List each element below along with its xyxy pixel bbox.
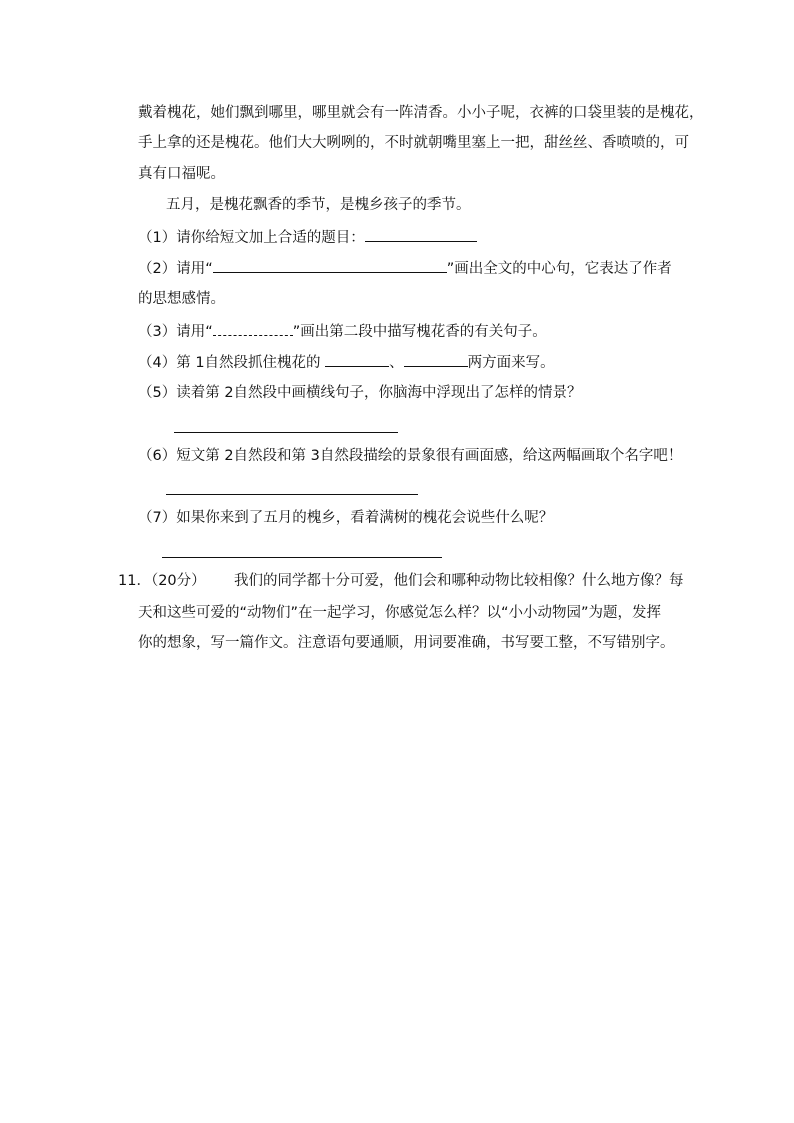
passage-line-2: 手上拿的还是槐花。他们大大咧咧的，不时就朝嘴里塞上一把，甜丝丝、香喷喷的，可 [138, 135, 689, 151]
question-1 [138, 227, 477, 248]
question-1-text: （1）请你给短文加上合适的题目： [138, 230, 365, 246]
question-4-suffix: 两方面来写。 [467, 355, 555, 371]
question-2-prefix: （2）请用“ [138, 261, 213, 277]
question-2 [138, 258, 672, 279]
question-2-continued: 的思想感情。 [138, 291, 225, 307]
central-sentence-mark-sample [213, 258, 447, 273]
question-11-line-1 [118, 571, 684, 591]
title-answer-blank[interactable] [365, 227, 477, 242]
question-3-suffix: ”画出第二段中描写槐花香的有关句子。 [292, 324, 547, 340]
question-3 [138, 321, 547, 342]
passage-line-3: 真有口福呢。 [138, 166, 225, 182]
question-4 [138, 352, 555, 373]
question-11-text-1: 我们的同学都十分可爱，他们会和哪种动物比较相像？什么地方像？每 [234, 573, 684, 589]
aspect-1-blank[interactable] [325, 352, 389, 367]
question-5: （5）读着第 2自然段中画横线句子，你脑海中浮现出了怎样的情景？ [138, 385, 582, 401]
question-11-line-3: 你的想象，写一篇作文。注意语句要通顺，用词要准确，书写要工整，不写错别字。 [138, 635, 675, 651]
question-6-answer-line[interactable] [166, 494, 418, 495]
question-4-prefix: （4）第 1自然段抓住槐花的 [138, 355, 326, 371]
question-7: （7）如果你来到了五月的槐乡，看着满树的槐花会说些什么呢？ [138, 510, 554, 526]
question-7-answer-line[interactable] [162, 557, 442, 558]
question-5-answer-line[interactable] [174, 432, 398, 433]
fragrance-mark-sample [213, 321, 293, 336]
question-6: （6）短文第 2自然段和第 3自然段描绘的景象很有画面感，给这两幅画取个名字吧！ [138, 448, 683, 464]
aspect-2-blank[interactable] [404, 352, 468, 367]
question-3-prefix: （3）请用“ [138, 324, 213, 340]
question-4-separator: 、 [389, 355, 404, 371]
passage-line-4: 五月，是槐花飘香的季节，是槐乡孩子的季节。 [166, 197, 471, 213]
question-2-suffix: ”画出全文的中心句，它表达了作者 [446, 261, 672, 277]
question-11-line-2: 天和这些可爱的“动物们”在一起学习，你感觉怎么样？以“小小动物园”为题，发挥 [138, 605, 662, 621]
passage-line-1: 戴着槐花，她们飘到哪里，哪里就会有一阵清香。小小子呢，衣裤的口袋里装的是槐花， [138, 105, 704, 121]
question-11-number: 11．（20分） [118, 573, 206, 589]
